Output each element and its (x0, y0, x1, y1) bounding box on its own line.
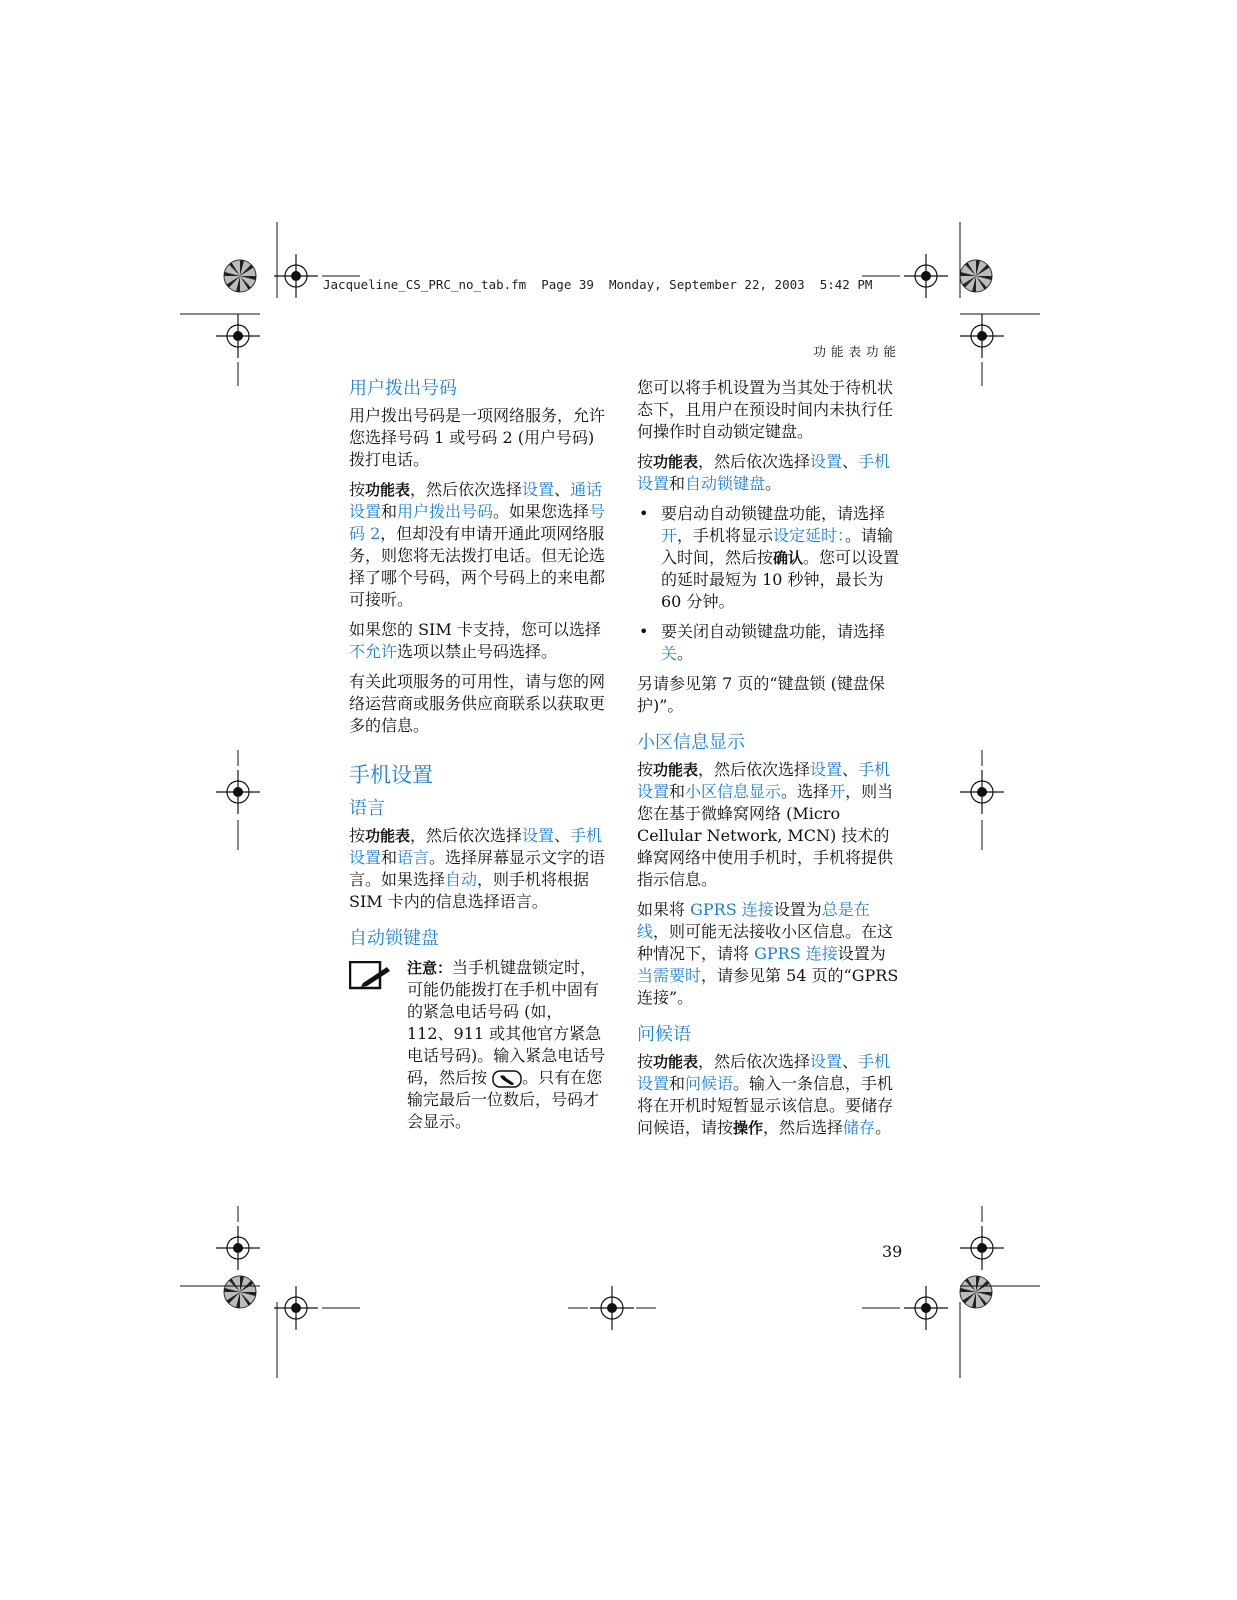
menu-path-phone-settings: 手机设置 (637, 1052, 891, 1093)
bullet-list (637, 503, 901, 665)
note-icon (349, 961, 391, 991)
chapter-title-phone-settings: 手机设置 (349, 763, 433, 787)
menu-path-call-settings: 通话设置 (349, 480, 603, 521)
section-title-auto-keyguard: 自动锁键盘 (349, 928, 439, 949)
menu-key-label: 功能表 (365, 481, 411, 499)
paragraph: 有关此项服务的可用性，请与您的网络运营商或服务供应商联系以获取更多的信息。 (349, 672, 606, 735)
menu-path-settings: 设置 (810, 760, 843, 779)
paragraph: 如果您的 SIM 卡支持，您可以选择不允许选项以禁止号码选择。 (349, 620, 601, 661)
menu-path-auto-keyguard: 自动锁键盘 (685, 474, 766, 493)
menu-key-label: 功能表 (365, 827, 411, 845)
menu-path-phone-settings: 手机设置 (637, 760, 891, 801)
menu-path-phone-settings: 手机设置 (637, 452, 891, 493)
option-always-online: 总是在线 (637, 900, 870, 941)
option-not-allowed: 不允许 (349, 642, 398, 661)
option-off: 关 (661, 644, 678, 663)
menu-path-settings: 设置 (522, 480, 555, 499)
paragraph: 按功能表，然后依次选择设置、通话设置和用户拨出号码。如果您选择号码 2，但却没有申请开通此项网络服务，则您将无法拨打电话。但无论选择了哪个号码，两个号码上的来电都可接听。 (349, 480, 606, 609)
options-key-label: 操作 (733, 1119, 764, 1137)
paragraph: 您可以将手机设置为当其处于待机状态下，且用户在预设时间内未执行任何操作时自动锁定键盘。 (637, 378, 894, 441)
menu-path-language: 语言 (397, 848, 430, 867)
right-column (637, 377, 901, 1147)
note-label: 注意： (407, 959, 453, 977)
page-number: 39 (882, 1242, 903, 1261)
left-column (349, 377, 607, 1141)
menu-path-phone-settings: 手机设置 (349, 826, 603, 867)
option-when-needed: 当需要时 (637, 966, 702, 985)
section-title-user-outgoing-number: 用户拨出号码 (349, 378, 457, 399)
menu-path-gprs-connection: GPRS 连接 (754, 944, 838, 963)
paragraph: 按功能表，然后依次选择设置、手机设置和小区信息显示。选择开，则当您在基于微蜂窝网络 (Micro Cellular Network, MCN) 技术的蜂窝网络中使用手机时，手机将提供指示信息。 (637, 760, 894, 889)
ok-key-label: 确认 (773, 549, 804, 567)
menu-path-greeting: 问候语 (685, 1074, 734, 1093)
menu-path-user-outgoing-number: 用户拨出号码 (397, 502, 494, 521)
menu-path-settings: 设置 (810, 452, 843, 471)
file-slug: Jacqueline_CS_PRC_no_tab.fm Page 39 Monday, September 22, 2003 5:42 PM (323, 277, 873, 292)
paragraph: 如果将 GPRS 连接设置为总是在线，则可能无法接收小区信息。在这种情况下，请将 GPRS 连接设置为当需要时，请参见第 54 页的“GPRS 连接”。 (637, 900, 899, 1007)
section-title-cell-info-display: 小区信息显示 (637, 732, 745, 753)
menu-key-label: 功能表 (653, 761, 699, 779)
prompt-set-delay: 设定延时： (773, 526, 846, 545)
menu-path-gprs-connection: GPRS 连接 (690, 900, 774, 919)
list-item: • 要启动自动锁键盘功能，请选择开，手机将显示设定延时：。请输入时间，然后按确认。您可以设置的延时最短为 10 秒钟，最长为 60 分钟。 (637, 503, 901, 613)
paragraph: 用户拨出号码是一项网络服务，允许您选择号码 1 或号码 2 (用户号码) 拨打电话。 (349, 406, 606, 469)
option-save: 储存 (843, 1118, 876, 1137)
note-block: 注意：当手机键盘锁定时，可能仍能拨打在手机中固有的紧急电话号码 (如，112、911 或其他官方紧急电话号码)。输入紧急电话号码，然后按 。只有在您输完最后一位数后，号码才会显示。 (349, 957, 607, 1133)
section-title-greeting: 问候语 (637, 1024, 691, 1045)
menu-key-label: 功能表 (653, 453, 699, 471)
menu-key-label: 功能表 (653, 1053, 699, 1071)
paragraph: 按功能表，然后依次选择设置、手机设置和语言。选择屏幕显示文字的语言。如果选择自动，则手机将根据 SIM 卡内的信息选择语言。 (349, 826, 606, 911)
option-on: 开 (829, 782, 846, 801)
running-header: 功能表功能 (813, 344, 901, 359)
paragraph: 另请参见第 7 页的“键盘锁 (键盘保护)”。 (637, 674, 885, 715)
option-automatic: 自动 (445, 870, 478, 889)
menu-path-settings: 设置 (810, 1052, 843, 1071)
menu-path-cell-info-display: 小区信息显示 (685, 782, 782, 801)
option-on: 开 (661, 526, 678, 545)
list-item: • 要关闭自动锁键盘功能，请选择关。 (637, 621, 901, 665)
option-number-2: 号码 2 (349, 502, 606, 543)
menu-path-settings: 设置 (522, 826, 555, 845)
send-key-icon (492, 1070, 522, 1088)
paragraph: 按功能表，然后依次选择设置、手机设置和问候语。输入一条信息，手机将在开机时短暂显示该信息。要储存问候语，请按操作，然后选择储存。 (637, 1052, 894, 1137)
paragraph: 按功能表，然后依次选择设置、手机设置和自动锁键盘。 (637, 452, 891, 493)
section-title-language: 语言 (349, 798, 385, 819)
